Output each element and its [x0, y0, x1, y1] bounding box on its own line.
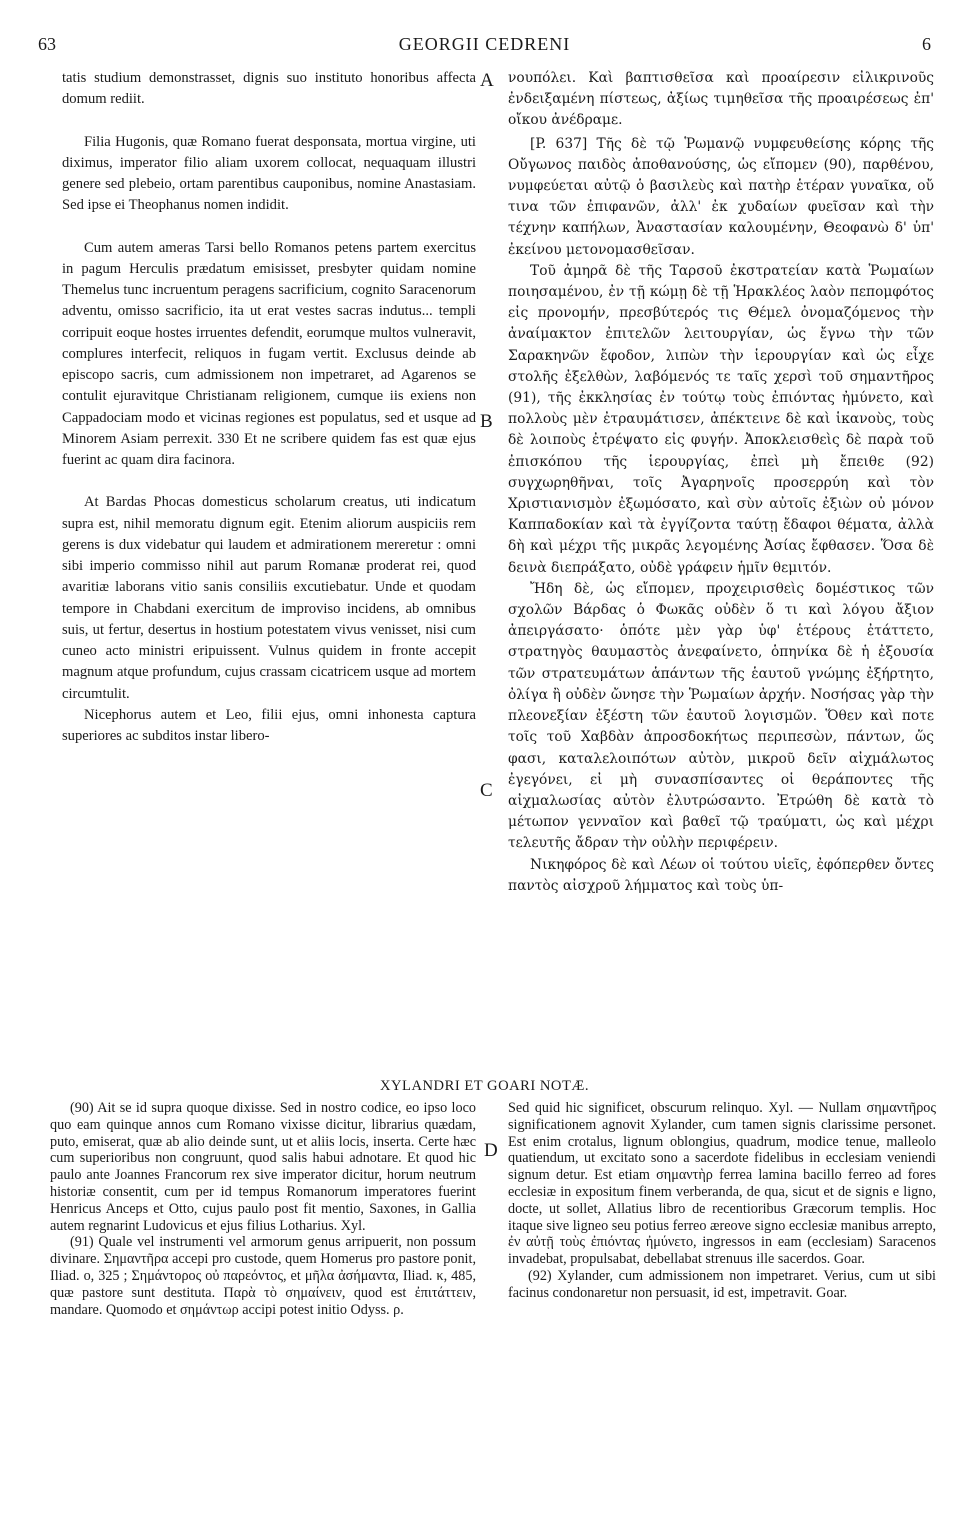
- note: (90) Ait se id supra quoque dixisse. Sed in nostro codice, eo ipso loco quo eam quinque annos cum Romano vixisse dicitur, librarius quædam, puto, emiserat, quæ ab alio deinde sunt, ut et aliis locis, inserta. Certe hæc cum superioribus non congruunt, quod salis habui adnotare. Et quod hic paulo ante Joannes Francorum rex sive imperator dicitur, horum neutrum historiæ consentit, cum per id tempus Romanorum imperatores fuerint Henricus Anceps et Otto, cujus paulo post fit mentio, Saxones, in Gallia autem regnarint Ludovicus et ejus filius Lotharius. Xyl.: [50, 1100, 476, 1234]
- latin-paragraph: Nicephorus autem et Leo, filii ejus, omni inhonesta captura superiores ac subditos instar libero-: [62, 706, 476, 744]
- page-number-left: 63: [38, 34, 56, 54]
- margin-letter-c: C: [480, 780, 493, 801]
- greek-paragraph: Τοῦ ἀμηρᾶ δὲ τῆς Ταρσοῦ ἐκστρατείαν κατὰ Ῥωμαίων ποιησαμένου, ἐν τῇ κώμῃ δὲ τῇ Ἡρακλέος λαὸν πεπομφότος εἰς προνομήν, πρεσβύτερός τις Θέμελ ὀνομαζόμενος τὴν ἀναίμακτον ἐπιτελῶν λειτουργίαν, ὡς ἔγνω τὴν τῶν Σαρακηνῶν ἔφοδον, λιπὼν τὴν ἱερουργίαν καὶ ὡς εἶχε στολῆς ἐξελθὼν, λαβόμενός τε ταῖς χερσὶ τοῦ σημαντῆρος (91), τῆς ἐκκλησίας ἐν τούτῳ τοὺς ἐπιόντας ἠμύνετο, καὶ πολλοὺς μὲν ἐτραυμάτισεν, ἀπέκτεινε δὲ καὶ ἱκανοὺς, τοὺς δὲ λοιποὺς ἐτρέψατο εἰς φυγήν. Ἀποκλεισθεὶς δὲ παρὰ τοῦ ἐπισκόπου τῆς ἱερουργίας, ἐπεὶ μὴ ἔπειθε (92) συγχωρηθῆναι, τοῖς Ἀγαρηνοῖς προσερρύη καὶ τὸν Χριστιανισμὸν ἐξωμόσατο, καὶ σὺν αὐτοῖς ἐξιὼν οὐ μόνον Καππαδοκίαν καὶ τὰ ἐγγίζοντα ταύτῃ ἔδαφοι θέματα, ἀλλὰ δὴ καὶ μέχρι τῆς μικρᾶς λεγομένης Ἀσίας ἔφθασεν. Ὅσα δὲ δεινὰ διεπράξατο, οὐδὲ γράφειν ἡμῖν θεμιτόν.: [508, 262, 934, 576]
- notes-left-column: [50, 1100, 476, 1318]
- greek-paragraph: Νικηφόρος δὲ καὶ Λέων οἱ τούτου υἱεῖς, ἐφόπερθεν ὄντες παντὸς αἰσχροῦ λήμματος καὶ τοὺς ὑπ-: [508, 856, 934, 894]
- margin-letter-a: A: [480, 70, 494, 91]
- notes-right-column: [508, 1100, 936, 1302]
- page-number-right: 6: [922, 34, 931, 54]
- latin-paragraph: Filia Hugonis, quæ Romano fuerat desponsata, mortua virgine, uti diximus, imperator filio aliam uxorem collocat, nequaquam illustri genere sed plebeio, ortam parentibus cauponibus, nomine Anastasiam. Sed ipse ei Theophanus nomen indidit.: [62, 133, 476, 214]
- margin-letter-d: D: [484, 1140, 498, 1161]
- greek-paragraph: νουπόλει. Καὶ βαπτισθεῖσα καὶ προαίρεσιν εἰλικρινοῦς ἐνδειξαμένη πίστεως, ἀξίως τιμηθεῖσα τῆς προαιρέσεως ἐπ' οἴκου ἀνέδραμε.: [508, 70, 934, 129]
- running-title: GEORGII CEDRENI: [398, 34, 571, 54]
- latin-paragraph: tatis studium demonstrasset, dignis suo instituto honoribus affecta domum rediit.: [62, 70, 476, 108]
- note: Sed quid hic significet, obscurum relinquo. Xyl. — Nullam σημαντῆρος significationem agnovit Xylander, cum tamen signis clarissime personet. Est enim crotalus, lignum oblongius, quadrum, modice tenue, malleolo quatiendum, ut excitato sono a sacerdote fidelibus in ecclesiam veniendi signum detur. Est etiam σημαντὴρ ferrea lamina bacillo ferreo ad fores ecclesiæ in expositum finem verberanda, de qua, sicut et de signis e ligno, docte, ut sollet, Allatius libro de recentioribus Græcorum templis. Hoc itaque sive ligneo seu potius ferreo æreove signo ecclesiæ manibus arrepto, ἐν αὐτῇ τοὺς ἐπιόντας ἠμύνετο, ingressos in eam (ecclesiam) Saracenos invadebat, propulsabat, debellabat strenuus ille sacerdos. Goar.: [508, 1100, 936, 1268]
- latin-paragraph: At Bardas Phocas domesticus scholarum creatus, uti indicatum supra est, nihil memoratu dignum egit. Etenim aliorum auspiciis rem gerens is dux videbatur qui laudem et admirationem mereretur : omni sibi imperio commisso nihil aut parum Romanæ proderat rei, quod avaritiæ laborans vitio sanis consiliis excutiebatur. Unde et quodam tempore in Chabdani exercitum de improviso incidens, ab omnibus suis, ut fertur, desertus in hostium potestatem vivus venisset, nisi cum cuneo acto ministri eripuissent. Vulnus quidem in fronte accepit magnum atque profundum, cujus crassam cicatricem usque ad mortem circumtulit.: [62, 494, 476, 702]
- greek-paragraph: Ἤδη δὲ, ὡς εἴπομεν, προχειρισθεὶς δομέστικος τῶν σχολῶν Βάρδας ὁ Φωκᾶς οὐδὲν ὅ τι καὶ λόγου ἄξιον ἀπειργάσατο· ὁπότε μὲν γὰρ ὑφ' ἑτέρους ἐτάττετο, στρατηγὸς θαυμαστὸς ἀνεφαίνετο, ὁπηνίκα δὲ ἡ ἐξουσία τῶν στρατευμάτων ἁπάντων τῆς ἑαυτοῦ γνώμης ἐξήρτητο, ὀλίγα ἢ οὐδὲν ὤνησε τὴν Ῥωμαίων ἀρχήν. Νοσήσας γὰρ τὴν πλεονεξίαν ἐξέστη τῶν ἑαυτοῦ λογισμῶν. Ὅθεν καὶ ποτε τοῖς τοῦ Χαβδὰν ἀπροσδοκήτως περιπεσὼν, πάντων, ὥς φασι, καταλελοιπότων αὐτὸν, μικροῦ δεῖν αἰχμάλωτος ἐγεγόνει, εἰ μὴ συνασπίσαντες οἱ θεράποντες τῆς αἰχμαλωσίας αὐτὸν ἐλυτρώσαντο. Ἐτρώθη δὲ κατὰ τὸ μέτωπον γενναῖον καὶ βαθεῖ τῷ τραύματι, ὡς καὶ μέχρι τελευτῆς ἄδραν τὴν οὐλὴν περιφέρειν.: [508, 580, 934, 852]
- latin-paragraph: Cum autem ameras Tarsi bello Romanos petens partem exercitus in pagum Herculis prædatum emisisset, presbyter quidam nomine Themelus tunc incruentum peragens sacrificium, cognito Saracenorum adventu, omisso sacrificio, ita ut erat vestes sacras indutus... templi corripuit eoque hostes irruentes defendit, eorumque multos vulneravit, complures interfecit, reliquos in fugam vertit. Exclusus deinde ab episcopo sacris, cum admissionem non impetraret, ad Agarenos se contulit ejuravitque Christianam religionem, cumque iis exiens non Cappadociam modo et vicinas regiones est populatus, sed et usque ad Minorem Asiam perrexit. 330 Et ne scribere quidem fas est quæ ejus fuerint ac quam dira facinora.: [62, 239, 476, 468]
- margin-letter-b: B: [480, 411, 493, 432]
- greek-column: [508, 68, 934, 897]
- running-header: [38, 34, 931, 58]
- notes-heading: XYLANDRI ET GOARI NOTÆ.: [379, 1078, 590, 1094]
- note: (92) Xylander, cum admissionem non impetraret. Verius, cum ut sibi facinus condonaretur non persuasit, id est, impetravit. Goar.: [508, 1267, 936, 1301]
- latin-column: [62, 68, 476, 747]
- note: (91) Quale vel instrumenti vel armorum genus arripuerit, non possum divinare. Σημαντῆρα accepi pro custode, quem Homerus pro pastore ponit, Iliad. ο, 325 ; Σημάντορος οὐ παρεόντος, et μῆλα ἀσήμαντα, Iliad. κ, 485, quæ pastore sunt destituta. Παρὰ τὸ σημαίνειν, quod est ἐπιτάττειν, mandare. Quomodo et σημάντωρ accipi potest initio Odyss. ρ.: [50, 1234, 476, 1318]
- greek-paragraph: [P. 637] Τῆς δὲ τῷ Ῥωμανῷ νυμφευθείσης κόρης τῆς Οὔγωνος παιδὸς ἀποθανούσης, ὡς εἴπομεν (90), παρθένου, νυμφεύεται αὐτῷ ὁ βασιλεὺς καὶ πατὴρ ἑτέραν γυναῖκα, οὔ τινα τῶν ἐπιφανῶν, ἀλλ' ἐκ χυδαίων φυεῖσαν καὶ τὴν τέχνην καπήλων, Ἀναστασίαν καλουμένην, Θεοφανὼ δ' ὑπ' ἐκείνου μετονομασθεῖσαν.: [508, 135, 934, 258]
